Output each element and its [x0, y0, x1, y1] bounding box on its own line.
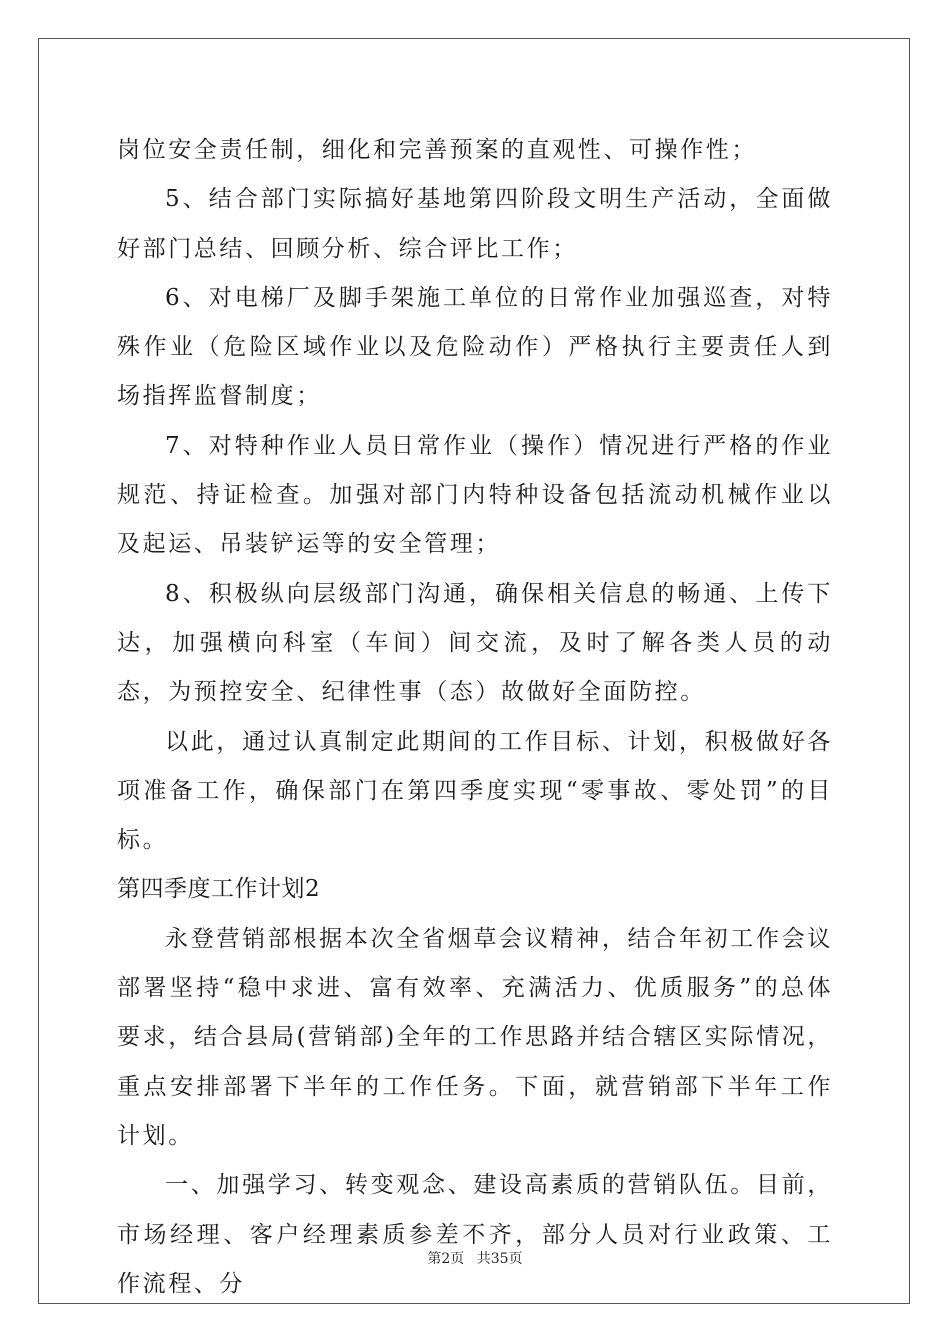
paragraph: 岗位安全责任制，细化和完善预案的直观性、可操作性；: [117, 137, 757, 163]
paragraph-item-8: 8、积极纵向层级部门沟通，确保相关信息的畅通、上传下达，加强横向科室（车间）间交流，及时了解各类人员的动态，为预控安全、纪律性事（态）故做好全面防控。: [117, 580, 833, 706]
section-heading: 第四季度工作计划2: [117, 876, 321, 903]
paragraph-intro: 永登营销部根据本次全省烟草会议精神，结合年初工作会议部署坚持“稳中求进、富有效率、充满活力、优质服务”的总体要求，结合县局(营销部)全年的工作思路并结合辖区实际情况，重点安排部署下半年的工作任务。下面，就营销部下半年工作计划。: [117, 925, 833, 1149]
paragraph-item-6: 6、对电梯厂及脚手架施工单位的日常作业加强巡查，对特殊作业（危险区域作业以及危险动作）严格执行主要责任人到场指挥监督制度；: [117, 284, 833, 410]
page-total: 共35页: [476, 1251, 523, 1267]
page-number: 第2页: [427, 1251, 465, 1267]
paragraph-item-5: 5、结合部门实际搞好基地第四阶段文明生产活动，全面做好部门总结、回顾分析、综合评比工作；: [117, 186, 833, 262]
document-body: [117, 126, 833, 1309]
page-footer: [0, 1248, 950, 1268]
paragraph-item-7: 7、对特种作业人员日常作业（操作）情况进行严格的作业规范、持证检查。加强对部门内特种设备包括流动机械作业以及起运、吊装铲运等的安全管理；: [117, 432, 833, 558]
paragraph-point-1: 一、加强学习、转变观念、建设高素质的营销队伍。目前，市场经理、客户经理素质参差不齐，部分人员对行业政策、工作流程、分: [117, 1172, 833, 1297]
paragraph-conclusion: 以此，通过认真制定此期间的工作目标、计划，积极做好各项准备工作，确保部门在第四季度实现“零事故、零处罚”的目标。: [117, 728, 833, 854]
